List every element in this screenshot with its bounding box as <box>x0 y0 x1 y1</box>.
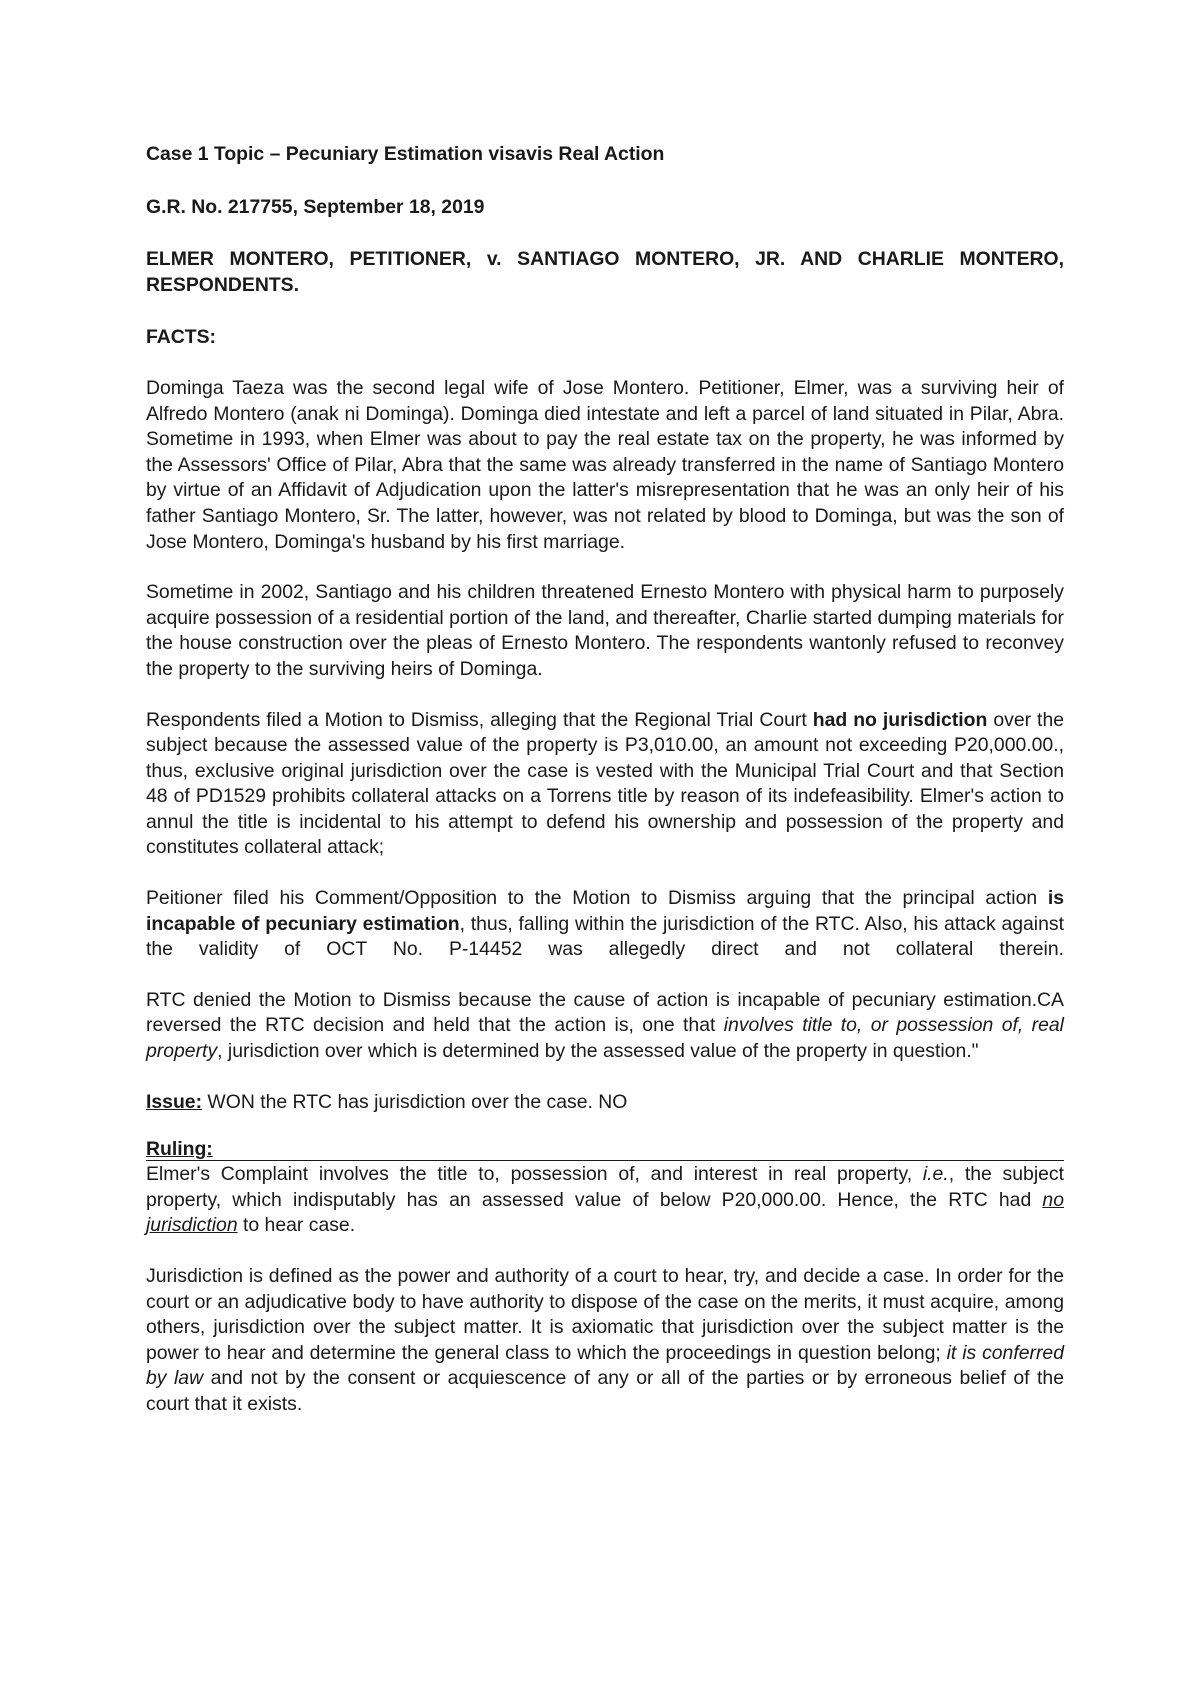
p4-text-a: Peitioner filed his Comment/Opposition to the Motion to Dismiss arguing that the principal action <box>146 887 1048 910</box>
p3-text-a: Respondents filed a Motion to Dismiss, alleging that the Regional Trial Court <box>146 708 813 731</box>
r1-text-c: , the subject property, which indisputably has an assessed value of below P20,000.00. Hence, the RTC had <box>146 1163 1064 1211</box>
p3-text-c: over the subject because the assessed value of the property is P3,010.00, an amount not exceeding P20,000.00., thus, exclusive original jurisdiction over the case is vested with the Municipal Trial Court and that Section 48 of PD1529 prohibits collateral attacks on a Torrens title by reason of its indefeasibility. Elmer's action to annul the title is incidental to his attempt to defend his ownership and possession of the property and constitutes collateral attack; <box>146 708 1065 859</box>
p5-text-a: RTC denied the Motion to Dismiss because the cause of action is incapable of pecuniary estimation.CA reversed the RTC decision and held that the action is, one that <box>146 988 1064 1037</box>
ruling-paragraph-1 <box>146 1162 1064 1239</box>
case-topic-heading: Case 1 Topic – Pecuniary Estimation visavis Real Action <box>146 143 665 165</box>
case-parties-heading: ELMER MONTERO, PETITIONER, v. SANTIAGO MONTERO, JR. AND CHARLIE MONTERO, RESPONDENTS. <box>146 248 1064 296</box>
p5-emphasis-involves-title: involves title to, or possession of, real property <box>146 1014 1064 1063</box>
issue-line <box>146 1090 1064 1116</box>
facts-heading: FACTS: <box>146 326 217 349</box>
r2-conferred-by-law: it is conferred by law <box>146 1341 1064 1390</box>
facts-paragraph-1: Dominga Taeza was the second legal wife of Jose Montero. Petitioner, Elmer, was a surviving heir of Alfredo Montero (anak ni Dominga). Dominga died intestate and left a parcel of land situated in Pilar, Abra. Sometime in 1993, when Elmer was about to pay the real estate tax on the property, he was informed by the Assessors' Office of Pilar, Abra that the same was already transferred in the name of Santiago Montero by virtue of an Affidavit of Adjudication upon the latter's misrepresentation that he was an only heir of his father Santiago Montero, Sr. The latter, however, was not related by blood to Dominga, but was the son of Jose Montero, Dominga's husband by his first marriage. <box>146 376 1064 553</box>
r1-ie: i.e. <box>922 1163 949 1186</box>
facts-paragraph-2: Sometime in 2002, Santiago and his children threatened Ernesto Montero with physical harm to purposely acquire possession of a residential portion of the land, and thereafter, Charlie started dumping materials for the house construction over the pleas of Ernesto Montero. The respondents wantonly refused to reconvey the property to the surviving heirs of Dominga. <box>146 581 1064 680</box>
r2-text-a: Jurisdiction is defined as the power and authority of a court to hear, try, and decide a case. In order for the court or an adjudicative body to have authority to dispose of the case on the merits, it must acquire, among others, jurisdiction over the subject matter. It is axiomatic that jurisdiction over the subject matter is the power to hear and determine the general class to which the proceedings in question belong; <box>146 1265 1064 1364</box>
p3-emphasis-no-jurisdiction: had no jurisdiction <box>812 708 988 731</box>
r1-text-a: Elmer's Complaint involves the title to, possession of, and interest in real property, <box>146 1163 923 1186</box>
issue-text: WON the RTC has jurisdiction over the case. NO <box>202 1090 628 1113</box>
ruling-paragraph-2 <box>146 1264 1064 1418</box>
p4-text-c: , thus, falling within the jurisdiction of the RTC. Also, his attack against the validity of OCT No. P-14452 was allegedly direct and not collateral therein. <box>146 912 1064 961</box>
r2-text-c: and not by the consent or acquiescence of any or all of the parties or by erroneous belief of the court that it exists. <box>146 1367 1064 1415</box>
facts-paragraph-5 <box>146 988 1064 1065</box>
document-page <box>146 142 1064 1418</box>
facts-paragraph-4 <box>146 886 1064 963</box>
p4-emphasis-incapable: is incapable of pecuniary estimation <box>146 887 1064 935</box>
r1-text-e: to hear case. <box>237 1214 356 1237</box>
ruling-heading: Ruling: <box>146 1138 1064 1161</box>
p5-text-c: , jurisdiction over which is determined by the assessed value of the property in question." <box>217 1040 979 1063</box>
gr-number-heading: G.R. No. 217755, September 18, 2019 <box>146 195 485 218</box>
issue-label: Issue: <box>146 1090 203 1113</box>
r1-no-jurisdiction: no jurisdiction <box>146 1188 1064 1237</box>
facts-paragraph-3 <box>146 708 1064 862</box>
